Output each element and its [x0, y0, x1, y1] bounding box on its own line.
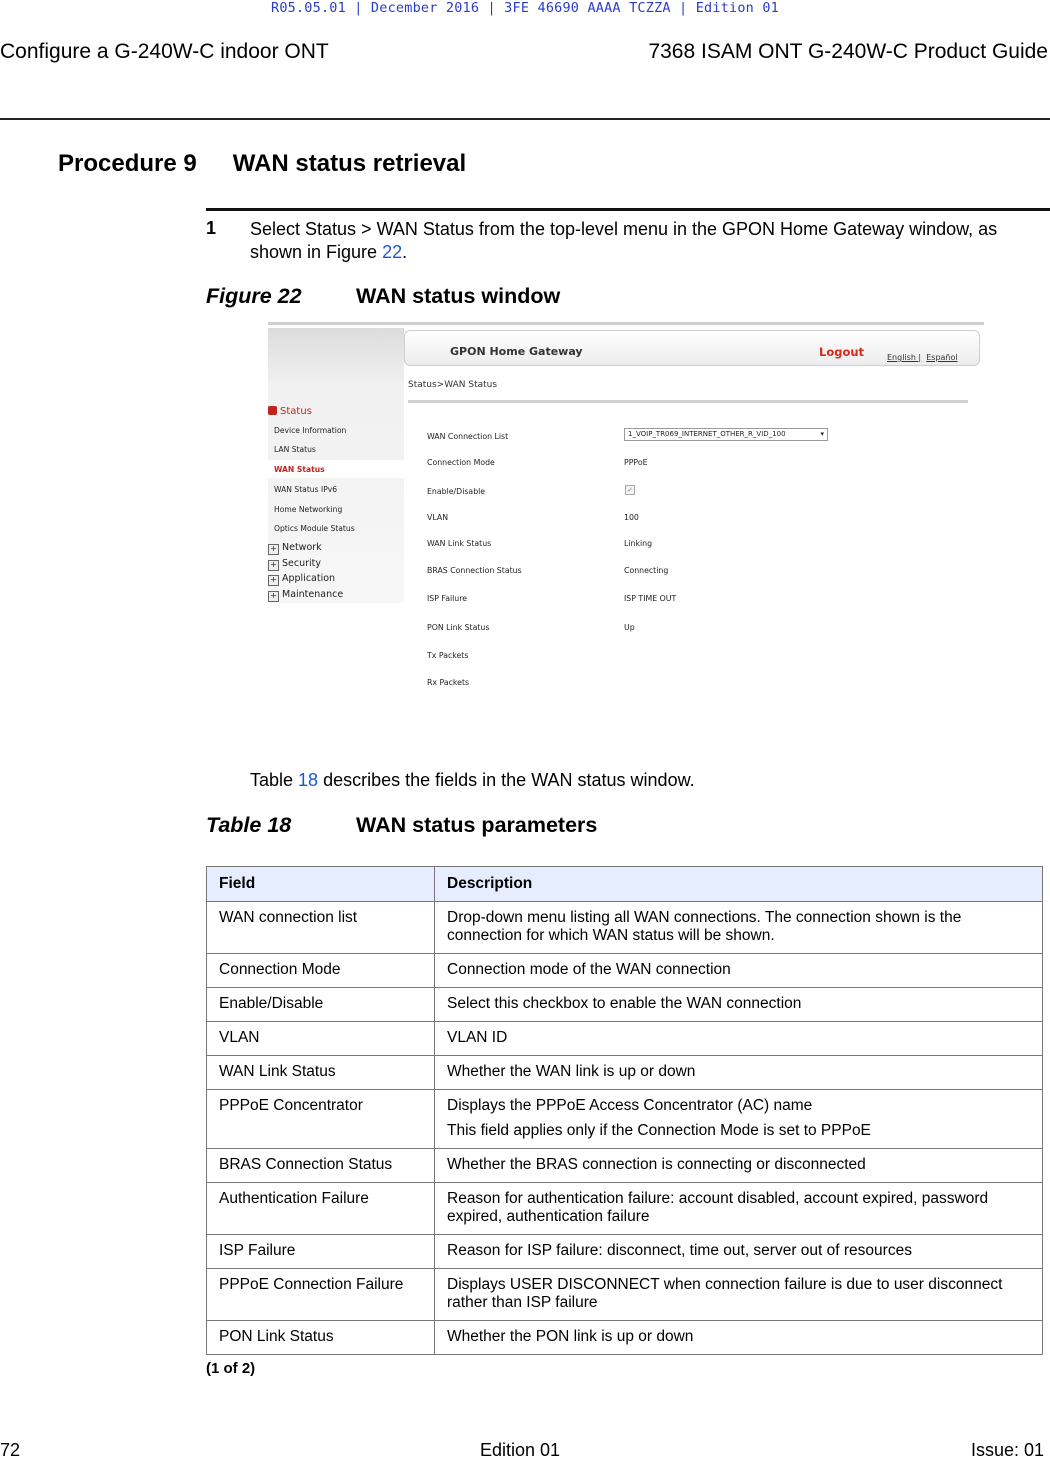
description-text: Select this checkbox to enable the WAN connection: [447, 995, 802, 1012]
field-value: Linking: [624, 539, 653, 548]
menu-lan-status[interactable]: LAN Status: [274, 445, 316, 454]
menu-maintenance[interactable]: [268, 589, 343, 602]
procedure-number: Procedure 9: [58, 150, 197, 177]
table-row: [207, 1022, 1043, 1056]
footer-edition: Edition 01: [480, 1440, 561, 1460]
document-stamp: R05.05.01 | December 2016 | 3FE 46690 AAAA TCZZA | Edition 01: [271, 0, 779, 16]
menu-home-networking[interactable]: Home Networking: [274, 505, 343, 514]
enable-checkbox[interactable]: ✓: [625, 485, 635, 495]
field-value: Up: [624, 623, 635, 632]
menu-application-label: Application: [282, 573, 336, 584]
description-cell: [435, 1235, 1043, 1269]
menu-device-information[interactable]: Device Information: [274, 426, 347, 435]
table-link[interactable]: 18: [298, 770, 319, 790]
step-text: [250, 218, 1050, 264]
table-row: [207, 1183, 1043, 1235]
menu-optics-module-status[interactable]: Optics Module Status: [274, 524, 355, 533]
description-cell: [435, 954, 1043, 988]
footer-issue: Issue: 01: [970, 1440, 1044, 1460]
field-label: Connection Mode: [427, 458, 495, 467]
wan-status-screenshot: [268, 322, 984, 707]
field-cell: PPPoE Concentrator: [207, 1090, 435, 1149]
header-left: Configure a G-240W-C indoor ONT: [0, 40, 329, 63]
plus-icon: +: [268, 591, 279, 602]
plus-icon: +: [268, 560, 279, 571]
table-row: [207, 902, 1043, 954]
language-selector: [887, 353, 958, 362]
figure-link[interactable]: 22: [382, 242, 403, 262]
field-value: 100: [624, 513, 639, 522]
field-cell: VLAN: [207, 1022, 435, 1056]
plus-icon: +: [268, 544, 279, 555]
step-text-after: .: [402, 242, 408, 262]
table-page-count: (1 of 2): [206, 1360, 256, 1377]
table-intro: [250, 770, 695, 791]
table-row: [207, 1149, 1043, 1183]
intro-after: describes the fields in the WAN status window.: [318, 770, 695, 790]
description-text: Displays USER DISCONNECT when connection failure is due to user disconnect rather than ISP failure: [447, 1276, 1003, 1311]
intro-before: Table: [250, 770, 299, 790]
description-cell: [435, 1090, 1043, 1149]
field-label: Tx Packets: [427, 651, 469, 660]
field-value: Connecting: [624, 566, 669, 575]
menu-application[interactable]: [268, 573, 335, 586]
description-cell: [435, 1183, 1043, 1235]
description-text: This field applies only if the Connection Mode is set to PPPoE: [447, 1122, 871, 1139]
field-label: WAN Link Status: [427, 539, 492, 548]
gateway-title: GPON Home Gateway: [450, 345, 583, 358]
chevron-down-icon: ▾: [820, 430, 824, 438]
field-cell: WAN Link Status: [207, 1056, 435, 1090]
description-text: Whether the WAN link is up or down: [447, 1063, 696, 1080]
field-cell: ISP Failure: [207, 1235, 435, 1269]
table-row: [207, 954, 1043, 988]
field-value: PPPoE: [624, 458, 648, 467]
menu-network-label: Network: [282, 542, 322, 553]
field-label: Rx Packets: [427, 678, 470, 687]
table-row: [207, 1056, 1043, 1090]
description-cell: [435, 1321, 1043, 1355]
gateway-header-bar: [404, 330, 980, 366]
plus-icon: +: [268, 575, 279, 586]
menu-security-label: Security: [282, 558, 322, 569]
menu-wan-status[interactable]: WAN Status: [274, 465, 325, 474]
table-row: [207, 1235, 1043, 1269]
field-cell: WAN connection list: [207, 902, 435, 954]
description-cell: [435, 902, 1043, 954]
page-number: 72: [0, 1440, 21, 1460]
lang-english-link[interactable]: English |: [887, 353, 922, 362]
field-label: ISP Failure: [427, 594, 468, 603]
minus-icon: [268, 406, 277, 415]
description-text: Reason for ISP failure: disconnect, time out, server out of resources: [447, 1242, 912, 1259]
step-text-before: Select Status > WAN Status from the top-level menu in the GPON Home Gateway window, as shown in Figure: [250, 219, 998, 262]
description-cell: [435, 1149, 1043, 1183]
menu-maintenance-label: Maintenance: [282, 589, 344, 600]
column-header-description: Description: [435, 867, 1043, 902]
field-label: VLAN: [427, 513, 449, 522]
description-text: VLAN ID: [447, 1029, 508, 1046]
description-cell: [435, 988, 1043, 1022]
field-label: BRAS Connection Status: [427, 566, 522, 575]
field-value: ISP TIME OUT: [624, 594, 677, 603]
table-row: [207, 1269, 1043, 1321]
table-row: [207, 1321, 1043, 1355]
step-number: 1: [206, 218, 217, 238]
menu-network[interactable]: [268, 542, 322, 555]
field-cell: Connection Mode: [207, 954, 435, 988]
field-cell: PON Link Status: [207, 1321, 435, 1355]
menu-wan-status-ipv6[interactable]: WAN Status IPv6: [274, 485, 338, 494]
table-number: Table 18: [206, 813, 292, 837]
description-text: Displays the PPPoE Access Concentrator (AC) name: [447, 1097, 813, 1114]
description-text: Connection mode of the WAN connection: [447, 961, 731, 978]
figure-caption: [206, 284, 560, 309]
description-text: Drop-down menu listing all WAN connections. The connection shown is the connection for which WAN status will be shown.: [447, 909, 962, 944]
logout-link[interactable]: Logout: [819, 345, 865, 359]
field-cell: BRAS Connection Status: [207, 1149, 435, 1183]
wan-connection-value: 1_VOIP_TR069_INTERNET_OTHER_R_VID_100: [628, 430, 786, 438]
procedure-heading: [58, 150, 466, 178]
wan-status-parameters-table: [206, 866, 1043, 1355]
table-row: [207, 988, 1043, 1022]
field-cell: Authentication Failure: [207, 1183, 435, 1235]
header-rule: [0, 118, 1050, 120]
table-header-row: [207, 867, 1043, 902]
step-rule: [206, 208, 1050, 211]
field-cell: PPPoE Connection Failure: [207, 1269, 435, 1321]
column-header-field: Field: [207, 867, 435, 902]
table-caption: [206, 813, 597, 838]
description-text: Whether the BRAS connection is connecting or disconnected: [447, 1156, 866, 1173]
table-title: WAN status parameters: [356, 813, 598, 837]
description-cell: [435, 1269, 1043, 1321]
breadcrumb: Status>WAN Status: [408, 380, 498, 390]
header-right: 7368 ISAM ONT G-240W-C Product Guide: [648, 40, 1048, 63]
menu-status[interactable]: [268, 406, 312, 417]
wan-connection-select[interactable]: [624, 428, 828, 441]
procedure-title: WAN status retrieval: [232, 150, 467, 177]
screenshot-top-border: [268, 322, 984, 325]
figure-title: WAN status window: [356, 284, 561, 308]
description-cell: [435, 1022, 1043, 1056]
field-label: PON Link Status: [427, 623, 490, 632]
menu-status-label: Status: [280, 406, 312, 417]
menu-security[interactable]: [268, 558, 321, 571]
field-label: WAN Connection List: [427, 432, 509, 441]
table-row: [207, 1090, 1043, 1149]
figure-number: Figure 22: [206, 284, 302, 308]
description-text: Reason for authentication failure: account disabled, account expired, password expired, authentication failure: [447, 1190, 989, 1225]
field-cell: Enable/Disable: [207, 988, 435, 1022]
breadcrumb-rule: [408, 400, 968, 403]
lang-espanol-link[interactable]: Español: [926, 353, 958, 362]
field-label: Enable/Disable: [427, 487, 486, 496]
description-cell: [435, 1056, 1043, 1090]
description-text: Whether the PON link is up or down: [447, 1328, 694, 1345]
